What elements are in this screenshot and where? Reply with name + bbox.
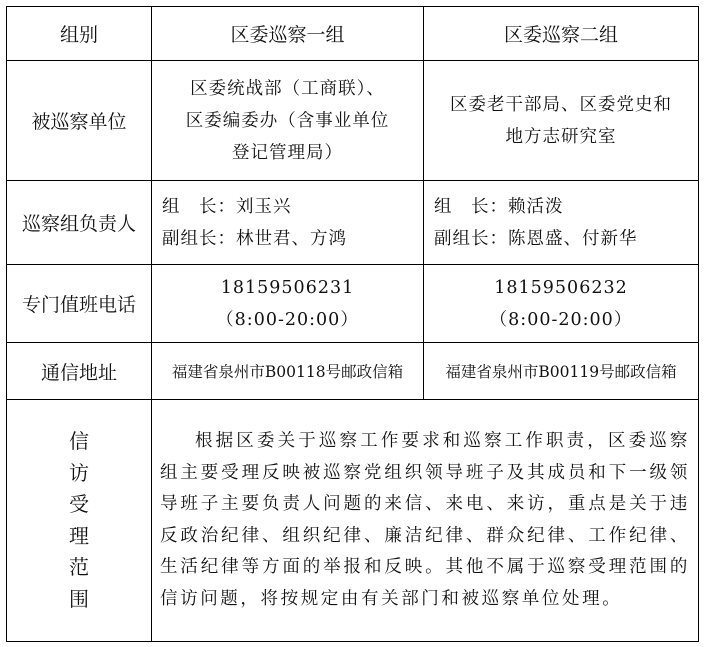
group2-phone-number: 18159506232 <box>494 277 628 298</box>
group2-deputy-line: 副组长：陈恩盛、付新华 <box>434 228 638 249</box>
group1-header: 区委巡察一组 <box>152 7 424 61</box>
group1-phone-hours: （8:00-20:00） <box>216 309 359 330</box>
scope-row <box>7 400 699 642</box>
group2-header: 区委巡察二组 <box>424 7 699 61</box>
scope-label-char: 受 <box>69 492 89 516</box>
group2-unit-line: 区委老干部局、区委党史和 <box>450 94 672 115</box>
scope-description: 根据区委关于巡察工作要求和巡察工作职责，区委巡察组主要受理反映被巡察党组织领导班子及其成员和下一级领导班子主要负责人问题的来信、来电、来访，重点是关于违反政治纪律、组织纪律、廉洁纪律、群众纪律、工作纪律、生活纪律等方面的举报和反映。其他不属于巡察受理范围的信访问题，将按规定由有关部门和被巡察单位处理。 <box>152 400 699 642</box>
scope-label-char: 访 <box>69 460 89 485</box>
scope-label-char: 范 <box>69 555 89 579</box>
inspected-unit-label: 被巡察单位 <box>7 61 152 181</box>
group2-phone-hours: （8:00-20:00） <box>489 309 633 330</box>
scope-label-char: 理 <box>69 523 89 548</box>
leaders-label: 巡察组负责人 <box>7 181 152 265</box>
header-row <box>7 7 699 61</box>
group2-unit-line: 地方志研究室 <box>505 126 617 147</box>
inspected-unit-row <box>7 61 699 181</box>
group1-leaders <box>152 181 424 265</box>
hotline-row <box>7 265 699 343</box>
scope-label <box>7 400 152 642</box>
scope-label-char: 信 <box>69 429 89 453</box>
leaders-row <box>7 181 699 265</box>
group1-leader-line: 组 长：刘玉兴 <box>162 196 292 217</box>
group1-unit-line: 区委编委办（含事业单位 <box>185 110 390 131</box>
mail-row <box>7 343 699 400</box>
group1-hotline <box>152 265 424 343</box>
mail-label: 通信地址 <box>7 343 152 400</box>
group-column-label: 组别 <box>7 7 152 61</box>
group1-inspected-unit <box>152 61 424 181</box>
group1-unit-line: 区委统战部（工商联）、 <box>190 78 385 99</box>
inspection-table <box>6 6 699 642</box>
scope-label-char: 围 <box>69 586 89 611</box>
group1-phone-number: 18159506231 <box>220 277 355 298</box>
hotline-label: 专门值班电话 <box>7 265 152 343</box>
group2-leader-line: 组 长：赖活泼 <box>434 196 564 217</box>
group2-mail-address: 福建省泉州市B00119号邮政信箱 <box>424 343 699 400</box>
group1-unit-line: 登记管理局） <box>232 142 343 163</box>
group1-deputy-line: 副组长：林世君、方鸿 <box>162 228 347 249</box>
group2-leaders <box>424 181 699 265</box>
group1-mail-address: 福建省泉州市B00118号邮政信箱 <box>152 343 424 400</box>
group2-inspected-unit <box>424 61 699 181</box>
group2-hotline <box>424 265 699 343</box>
